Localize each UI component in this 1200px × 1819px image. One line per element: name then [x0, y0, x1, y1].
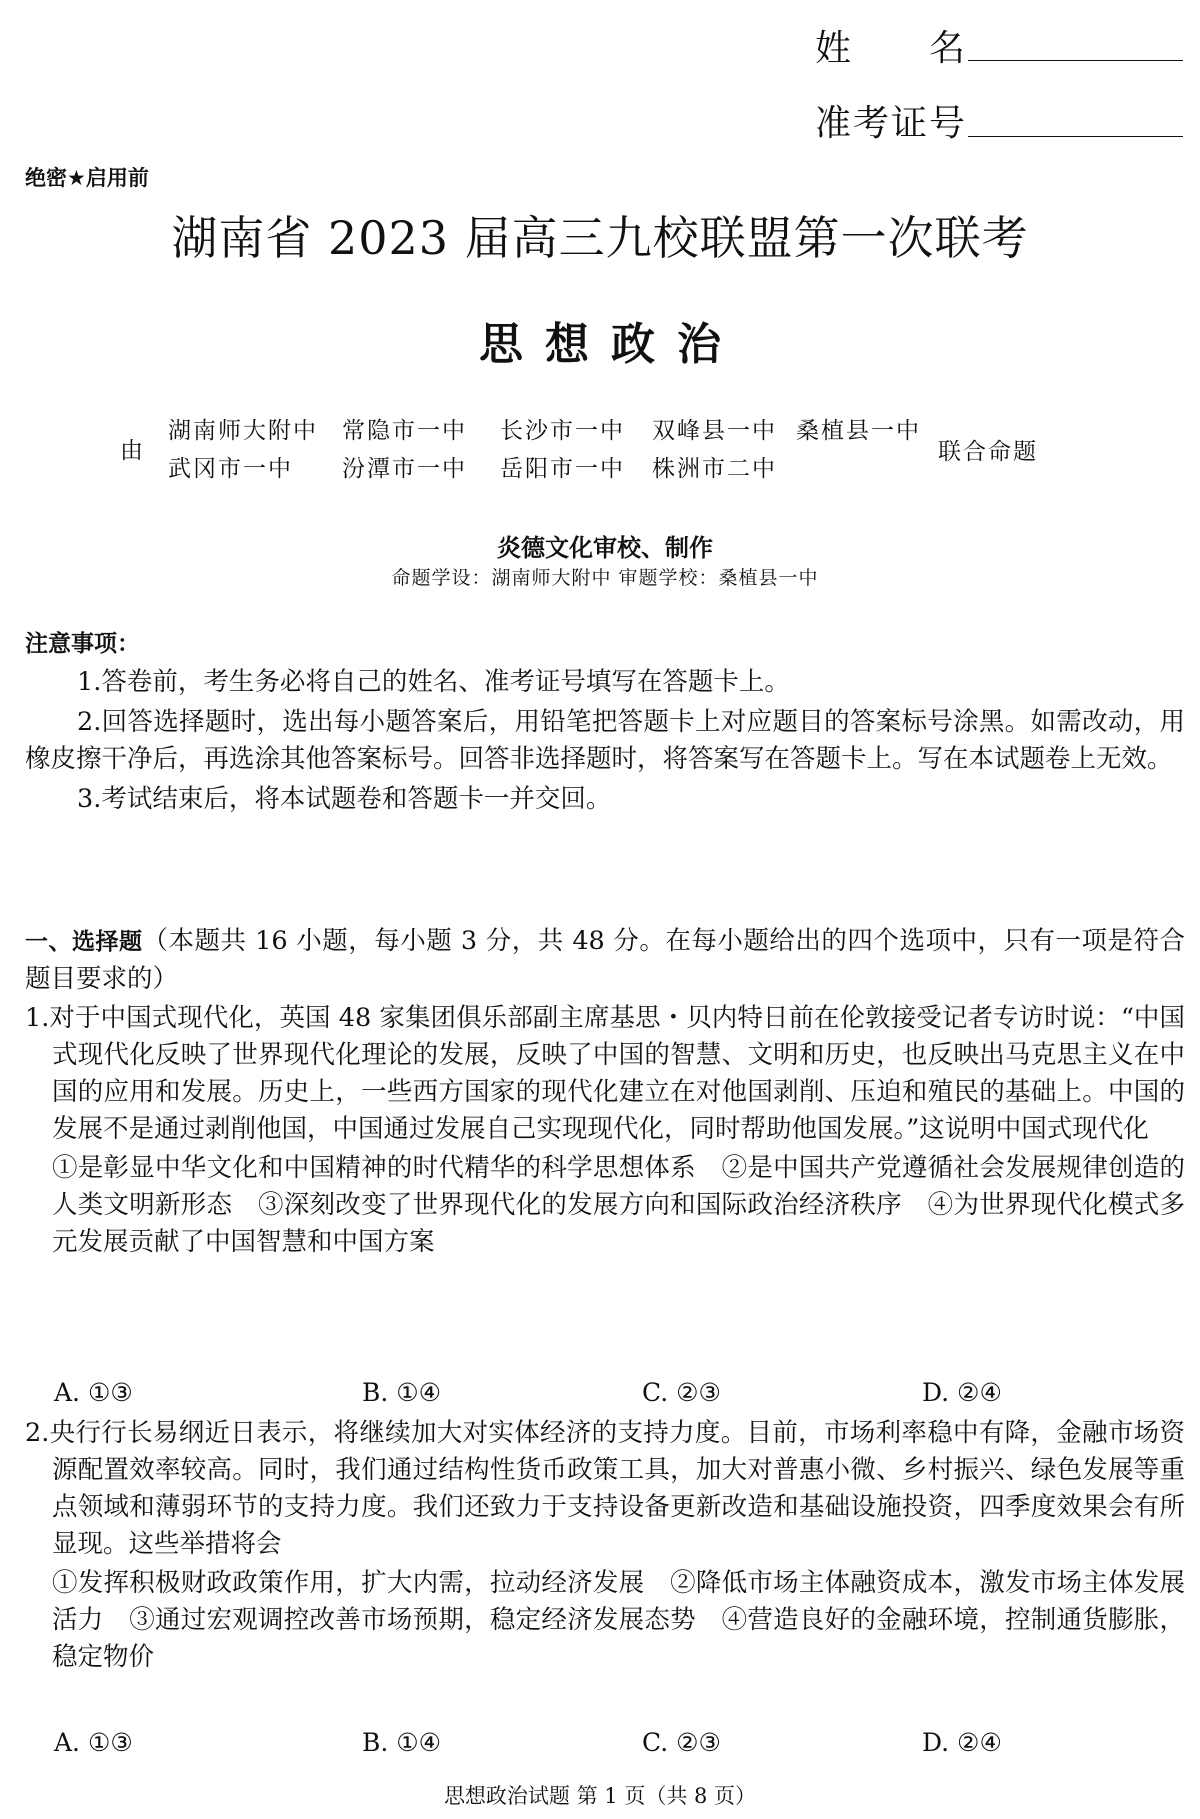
question-statements: ①发挥积极财政政策作用，扩大内需，拉动经济发展 ②降低市场主体融资成本，激发市场主体发展活力 ③通过宏观调控改善市场预期，稳定经济发展态势 ④营造良好的金融环境，控制通货膨胀，稳定物价 — [52, 1568, 1185, 1672]
notice-item: 1.答卷前，考生务必将自己的姓名、准考证号填写在答题卡上。 — [77, 667, 790, 697]
exam-title: 湖南省 2023 届高三九校联盟第一次联考 — [171, 211, 1029, 265]
issuer-school: 岳阳市一中 — [500, 456, 625, 482]
issuer-school: 汾潭市一中 — [342, 456, 467, 482]
issuer-school: 湖南师大附中 — [168, 418, 318, 444]
page-footer: 思想政治试题 第 1 页（共 8 页） — [443, 1784, 757, 1808]
option-d[interactable]: D. ②④ — [922, 1728, 1002, 1757]
option-b[interactable]: B. ①④ — [362, 1728, 442, 1757]
subject-title: 思想政治 — [479, 319, 743, 370]
option-b[interactable]: B. ①④ — [362, 1378, 442, 1407]
exam-id-field-line — [968, 136, 1183, 137]
option-c[interactable]: C. ②③ — [642, 1378, 721, 1407]
question-1 — [25, 1000, 1185, 1261]
section-label: 一、选择题 — [25, 929, 143, 955]
question-2 — [25, 1415, 1185, 1676]
issuer-school: 双峰县一中 — [652, 418, 777, 444]
issuer-prefix: 由 — [120, 438, 145, 464]
notice-item: 2.回答选择题时，选出每小题答案后，用铅笔把答题卡上对应题目的答案标号涂黑。如需改动，用橡皮擦干净后，再选涂其他答案标号。回答非选择题时，将答案写在答题卡上。写在本试题卷上无效。 — [25, 707, 1185, 774]
producer-label: 炎德文化审校、制作 — [497, 534, 713, 562]
issuer-school: 武冈市一中 — [168, 456, 293, 482]
issuer-school: 长沙市一中 — [500, 418, 625, 444]
question-stem: 2.央行行长易纲近日表示，将继续加大对实体经济的支持力度。目前，市场利率稳中有降，金融市场资源配置效率较高。同时，我们通过结构性货币政策工具，加大对普惠小微、乡村振兴、绿色发展等重点领域和薄弱环节的支持力度。我们还致力于支持设备更新改造和基础设施投资，四季度效果会有所显现。这些举措将会 — [25, 1418, 1185, 1559]
issuer-suffix: 联合命题 — [938, 439, 1038, 465]
secret-label: 绝密★启用前 — [25, 166, 149, 190]
notice-heading: 注意事项： — [25, 631, 140, 657]
question-stem: 1.对于中国式现代化，英国 48 家集团俱乐部副主席基思・贝内特日前在伦敦接受记者专访时说：“中国式现代化反映了世界现代化理论的发展，反映了中国的智慧、文明和历史，也反映出马克思主义在中国的应用和发展。历史上，一些西方国家的现代化建立在对他国剥削、压迫和殖民的基础上。中国的发展不是通过剥削他国，中国通过发展自己实现现代化，同时帮助他国发展。”这说明中国式现代化 — [25, 1003, 1185, 1144]
notice-item: 3.考试结束后，将本试题卷和答题卡一并交回。 — [77, 784, 612, 814]
credits-line: 命题学设：湖南师大附中 审题学校：桑植县一中 — [391, 567, 819, 589]
option-a[interactable]: A. ①③ — [54, 1728, 133, 1757]
option-a[interactable]: A. ①③ — [54, 1378, 133, 1407]
issuer-school: 桑植县一中 — [796, 418, 921, 444]
section-description: （本题共 16 小题，每小题 3 分，共 48 分。在每小题给出的四个选项中，只有一项是符合题目要求的） — [25, 926, 1185, 994]
question-statements: ①是彰显中华文化和中国精神的时代精华的科学思想体系 ②是中国共产党遵循社会发展规律创造的人类文明新形态 ③深刻改变了世界现代化的发展方向和国际政治经济秩序 ④为世界现代化模式多元发展贡献了中国智慧和中国方案 — [52, 1153, 1185, 1257]
option-c[interactable]: C. ②③ — [642, 1728, 721, 1757]
issuer-school: 株洲市二中 — [652, 456, 777, 482]
section-heading — [25, 923, 1185, 998]
option-d[interactable]: D. ②④ — [922, 1378, 1002, 1407]
name-label: 姓 名 — [815, 28, 968, 69]
issuer-school: 常隐市一中 — [342, 418, 467, 444]
name-field-line — [968, 60, 1183, 61]
notice-body — [25, 664, 1185, 818]
exam-id-label: 准考证号 — [815, 103, 968, 144]
